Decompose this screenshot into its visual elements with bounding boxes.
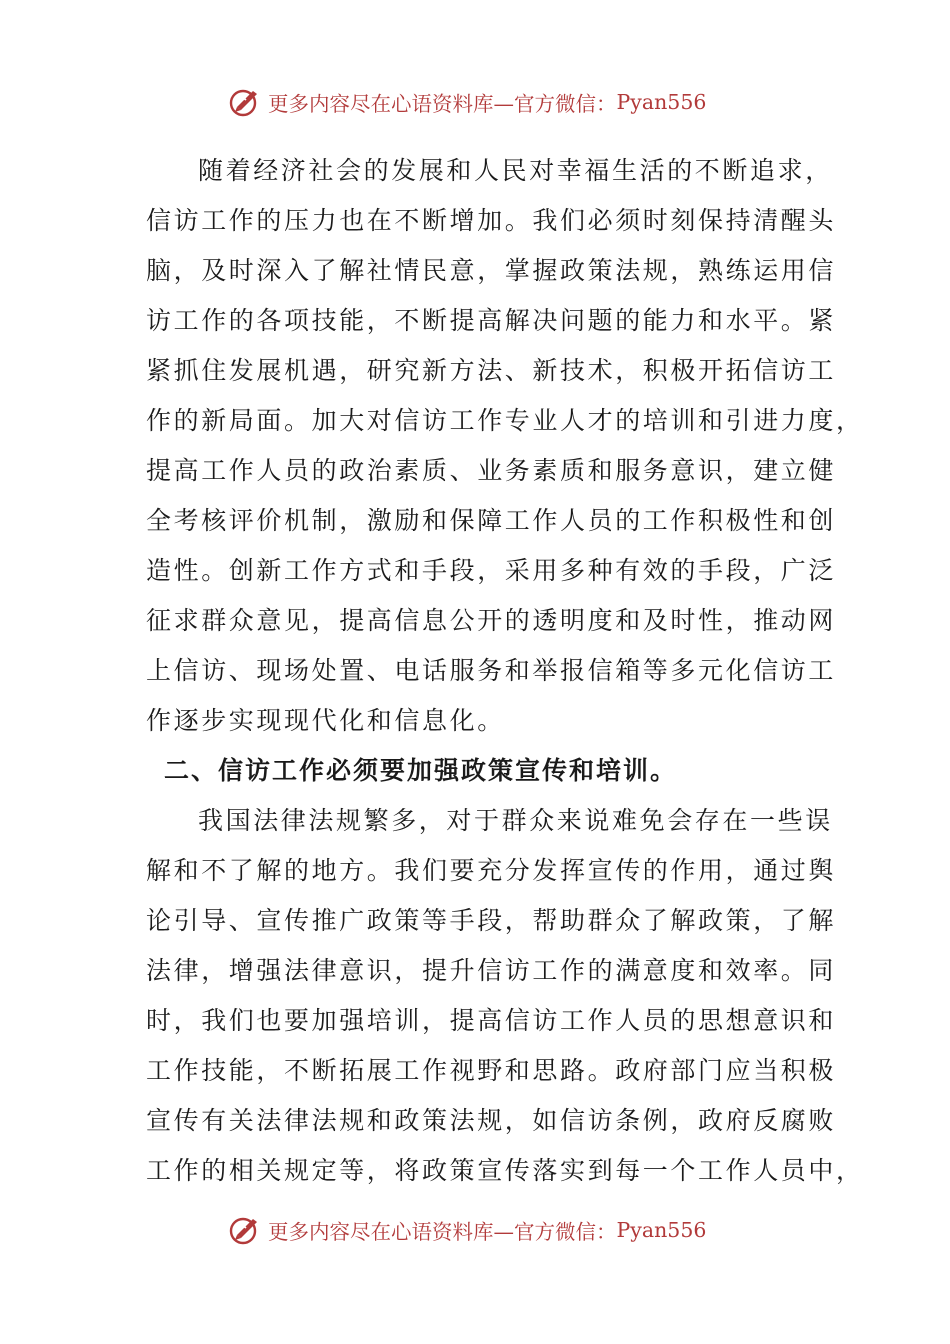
paragraph-line: 工作的相关规定等，将政策宣传落实到每一个工作人员中，	[146, 1156, 864, 1185]
paragraph-line: 解和不了解的地方。我们要充分发挥宣传的作用，通过舆	[146, 856, 837, 885]
paragraph-line: 上信访、现场处置、电话服务和举报信箱等多元化信访工	[146, 656, 837, 685]
paragraph-line: 宣传有关法律法规和政策法规，如信访条例，政府反腐败	[146, 1106, 837, 1135]
pen-logo-icon	[228, 85, 262, 119]
banner-wechat-id: Pyan556	[616, 1218, 707, 1242]
paragraph-line: 造性。创新工作方式和手段，采用多种有效的手段，广泛	[146, 556, 837, 585]
paragraph-line: 论引导、宣传推广政策等手段，帮助群众了解政策，了解	[146, 906, 837, 935]
banner-text: 更多内容尽在心语资料库—官方微信：	[268, 92, 617, 116]
paragraph-line: 作逐步实现现代化和信息化。	[146, 706, 505, 735]
pen-logo-icon	[228, 1213, 262, 1247]
paragraph-line: 脑，及时深入了解社情民意，掌握政策法规，熟练运用信	[146, 256, 837, 285]
paragraph-line: 征求群众意见，提高信息公开的透明度和及时性，推动网	[146, 606, 837, 635]
document-body	[146, 146, 864, 1196]
paragraph-line: 随着经济社会的发展和人民对幸福生活的不断追求，	[198, 156, 833, 185]
section-heading: 二、信访工作必须要加强政策宣传和培训。	[164, 756, 678, 785]
paragraph-line: 全考核评价机制，激励和保障工作人员的工作积极性和创	[146, 506, 837, 535]
header-banner	[228, 82, 748, 122]
paragraph-line: 时，我们也要加强培训，提高信访工作人员的思想意识和	[146, 1006, 837, 1035]
banner-text: 更多内容尽在心语资料库—官方微信：	[268, 1220, 617, 1244]
paragraph-line: 信访工作的压力也在不断增加。我们必须时刻保持清醒头	[146, 206, 837, 235]
paragraph-line: 提高工作人员的政治素质、业务素质和服务意识，建立健	[146, 456, 837, 485]
footer-banner	[228, 1210, 748, 1250]
paragraph-line: 我国法律法规繁多，对于群众来说难免会存在一些误	[198, 806, 833, 835]
paragraph-line: 紧抓住发展机遇，研究新方法、新技术，积极开拓信访工	[146, 356, 837, 385]
banner-wechat-id: Pyan556	[616, 90, 707, 114]
paragraph-line: 作的新局面。加大对信访工作专业人才的培训和引进力度，	[146, 406, 864, 435]
paragraph-line: 法律，增强法律意识，提升信访工作的满意度和效率。同	[146, 956, 837, 985]
paragraph-line: 访工作的各项技能，不断提高解决问题的能力和水平。紧	[146, 306, 837, 335]
paragraph-line: 工作技能，不断拓展工作视野和思路。政府部门应当积极	[146, 1056, 837, 1085]
